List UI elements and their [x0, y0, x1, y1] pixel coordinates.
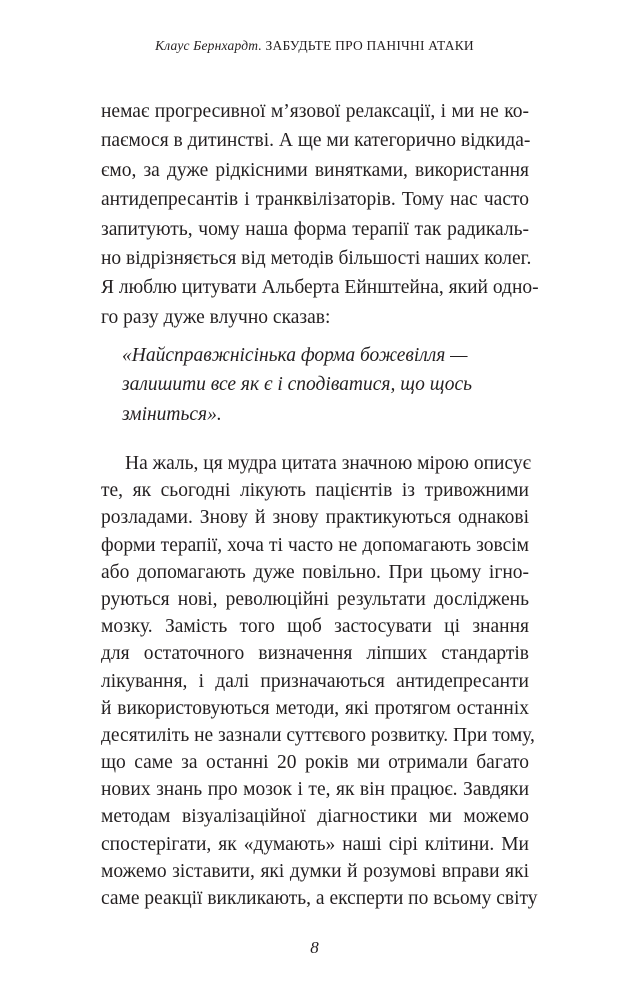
header-book-title: ЗАБУДЬТЕ ПРО ПАНІЧНІ АТАКИ — [265, 38, 474, 53]
text-line: можемо зіставити, які думки й розумові вправи які — [101, 860, 529, 882]
text-line: десятиліть не зазнали суттєвого розвитку. При тому, — [101, 724, 535, 746]
header-author: Клаус Бернхардт. — [155, 38, 262, 53]
text-line: й використовуються методи, які протягом останніх — [101, 697, 529, 719]
text-line: що саме за останні 20 років ми отримали багато — [101, 752, 529, 774]
text-line: антидепресантів і транквілізаторів. Тому нас часто — [101, 189, 529, 211]
text-line: го разу дуже влучно сказав: — [101, 306, 331, 328]
page-number: 8 — [310, 938, 319, 957]
text-line: методам візуалізаційної діагностики ми можемо — [101, 806, 529, 828]
text-line: «Найсправжнісінька форма божевілля — — [122, 345, 468, 366]
text-line: На жаль, ця мудра цитата значною мірою описує — [125, 453, 531, 474]
text-line: ємо, за дуже рідкісними винятками, використання — [101, 159, 529, 181]
paragraph-1 — [101, 97, 539, 332]
text-line: запитують, чому наша форма терапії так радикаль- — [101, 218, 529, 240]
text-line: зміниться». — [122, 403, 222, 425]
text-line: но відрізняється від методів більшості наших колег. — [101, 247, 532, 269]
text-line: руються нові, революційні результати досліджень — [101, 588, 529, 610]
text-line: те, як сьогодні лікують пацієнтів із тривожними — [101, 480, 529, 502]
text-line: для остаточного визначення ліпших стандартів — [101, 643, 529, 665]
text-line: нових знань про мозок і те, як він працює. Завдяки — [101, 779, 529, 801]
text-line: розладами. Знову й знову практикуються однакові — [101, 507, 529, 529]
text-line: паємося в дитинстві. А ще ми категорично відкида- — [101, 130, 531, 152]
text-line: мозку. Замість того щоб застосувати ці знання — [101, 616, 529, 638]
text-line: або допомагають дуже повільно. При цьому ігно- — [101, 561, 529, 583]
text-line: саме реакції викликають, а експерти по всьому світу — [101, 888, 538, 909]
text-line: немає прогресивної м’язової релаксації, і ми не ко- — [101, 101, 529, 122]
text-line: залишити все як є і сподіватися, що щось — [122, 374, 473, 396]
text-line: лікування, і далі призначаються антидепресанти — [101, 670, 529, 692]
text-line: форми терапії, хоча ті часто не допомагають зовсім — [101, 534, 529, 556]
text-line: спостерігати, як «думають» наші сірі клітини. Ми — [101, 833, 529, 855]
text-line: Я люблю цитувати Альберта Ейнштейна, який одно- — [101, 277, 539, 299]
paragraph-2 — [101, 450, 538, 912]
epigraph-quote — [122, 341, 522, 429]
running-header — [0, 38, 629, 54]
